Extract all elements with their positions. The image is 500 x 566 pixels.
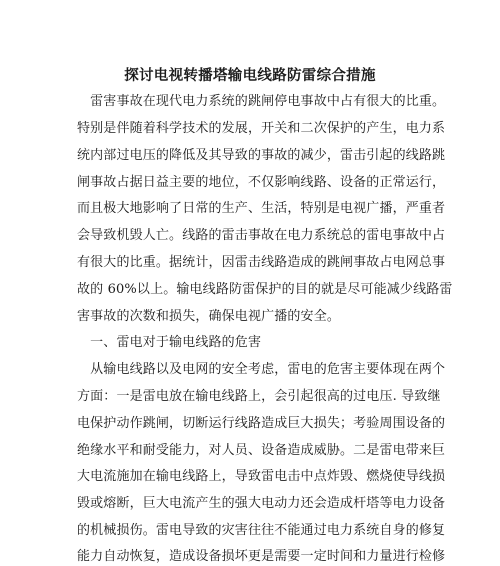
paragraph-line: 统内部过电压的降低及其导致的事故的减少，雷击引起的线路跳 bbox=[77, 148, 446, 163]
paragraph-line: 毁或熔断，巨大电流产生的强大电动力还会造成杆塔等电力设备 bbox=[77, 496, 446, 511]
paragraph-line: 雷害事故在现代电力系统的跳闸停电事故中占有很大的比重。 bbox=[77, 94, 446, 109]
paragraph-line: 闸事故占据日益主要的地位，不仅影响线路、设备的正常运行， bbox=[77, 175, 446, 190]
paragraph-line: 的机械损伤。雷电导致的灾害往往不能通过电力系统自身的修复 bbox=[77, 523, 446, 538]
paragraph-line: 故的 60%以上。输电线路防雷保护的目的就是尽可能减少线路雷 bbox=[77, 282, 453, 297]
document-title: 探讨电视转播塔输电线路防雷综合措施 bbox=[124, 67, 376, 84]
paragraph-line: 能力自动恢复，造成设备损坏更是需要一定时间和力量进行检修 bbox=[77, 549, 446, 564]
paragraph-line: 大电流施加在输电线路上，导致雷电击中点炸毁、燃烧使导线损 bbox=[77, 469, 446, 484]
section-heading: 一、雷电对于输电线路的危害 bbox=[77, 335, 262, 350]
paragraph-line: 特别是伴随着科学技术的发展，开关和二次保护的产生，电力系 bbox=[77, 121, 446, 136]
paragraph-line: 电保护动作跳闸，切断运行线路造成巨大损失；考验周围设备的 bbox=[77, 416, 446, 431]
paragraph-line: 有很大的比重。据统计，因雷击线路造成的跳闸事故占电网总事 bbox=[77, 255, 446, 270]
paragraph-line: 而且极大地影响了日常的生产、生活，特别是电视广播，严重者 bbox=[77, 201, 446, 216]
paragraph-line: 害事故的次数和损失，确保电视广播的安全。 bbox=[77, 309, 341, 324]
paragraph-line: 绝缘水平和耐受能力，对人员、设备造成威胁。二是雷电带来巨 bbox=[77, 443, 446, 458]
paragraph-line: 会导致机毁人亡。线路的雷击事故在电力系统总的雷电事故中占 bbox=[77, 228, 446, 243]
paragraph-line: 方面：一是雷电放在输电线路上，会引起很高的过电压. 导致继 bbox=[77, 389, 441, 404]
paragraph-line: 从输电线路以及电网的安全考虑，雷电的危害主要体现在两个 bbox=[77, 362, 446, 377]
